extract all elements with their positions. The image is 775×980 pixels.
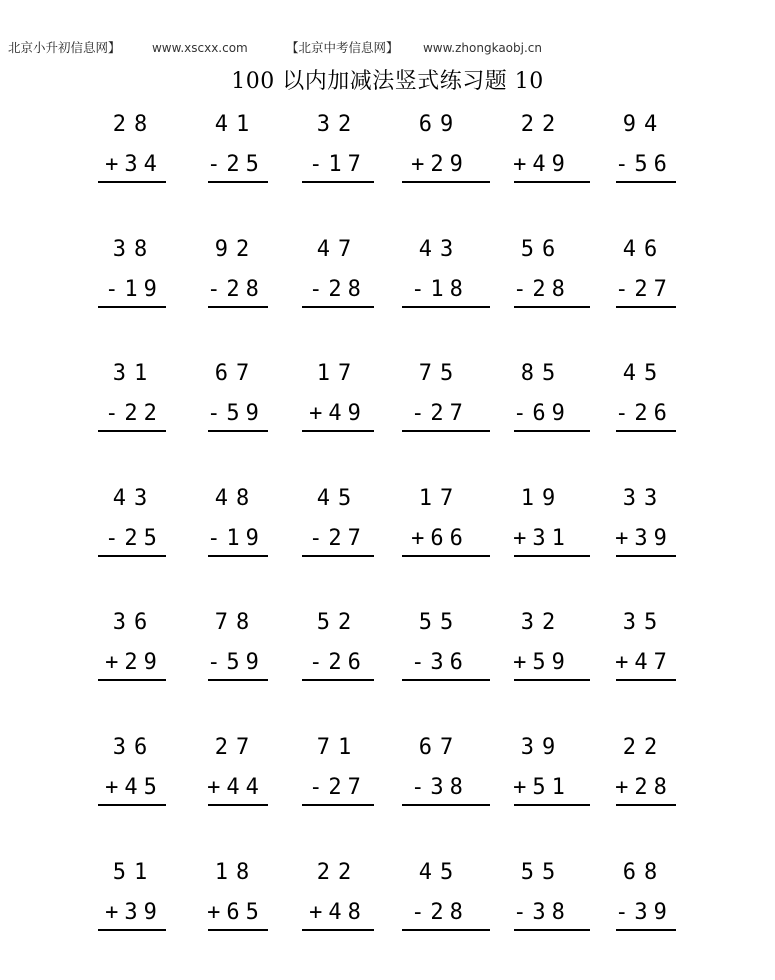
vertical-problem xyxy=(92,482,176,562)
operator-and-number: -26 xyxy=(615,401,673,427)
vertical-problem xyxy=(500,357,584,437)
answer-underline xyxy=(514,929,590,931)
operator-and-number: -69 xyxy=(513,401,571,427)
top-number: 92 xyxy=(214,236,258,262)
operator-and-number: +39 xyxy=(105,899,163,925)
top-number: 45 xyxy=(316,485,360,511)
top-number: 32 xyxy=(520,610,564,636)
answer-underline xyxy=(402,430,490,432)
operator-and-number: -25 xyxy=(105,525,163,551)
top-number: 39 xyxy=(520,734,564,760)
operator-and-number: -38 xyxy=(513,899,571,925)
operator-and-number: +66 xyxy=(411,525,469,551)
vertical-problem xyxy=(92,731,176,811)
top-number: 45 xyxy=(418,859,462,885)
operator-and-number: -27 xyxy=(309,774,367,800)
operator-and-number: +48 xyxy=(309,899,367,925)
vertical-problem xyxy=(500,731,584,811)
operator-and-number: -38 xyxy=(411,774,469,800)
answer-underline xyxy=(616,679,676,681)
answer-underline xyxy=(616,181,676,183)
answer-underline xyxy=(616,430,676,432)
operator-and-number: -28 xyxy=(207,276,265,302)
top-number: 78 xyxy=(214,610,258,636)
operator-and-number: -22 xyxy=(105,401,163,427)
top-number: 69 xyxy=(418,112,462,137)
top-number: 85 xyxy=(520,361,564,387)
operator-and-number: +65 xyxy=(207,899,265,925)
answer-underline xyxy=(616,929,676,931)
top-number: 56 xyxy=(520,236,564,262)
operator-and-number: -27 xyxy=(411,401,469,427)
answer-underline xyxy=(402,555,490,557)
answer-underline xyxy=(514,181,590,183)
header-url-1[interactable]: www.xscxx.com xyxy=(151,41,248,55)
exercise-row xyxy=(92,233,692,358)
vertical-problem xyxy=(194,357,278,437)
header-site-1: 北京小升初信息网】 xyxy=(8,40,121,55)
operator-and-number: +31 xyxy=(513,525,571,551)
operator-and-number: -28 xyxy=(513,276,571,302)
vertical-problem xyxy=(194,233,278,313)
top-number: 51 xyxy=(112,859,156,885)
top-number: 68 xyxy=(622,859,666,885)
answer-underline xyxy=(98,555,166,557)
answer-underline xyxy=(302,430,374,432)
answer-underline xyxy=(302,679,374,681)
page-header xyxy=(8,38,542,56)
operator-and-number: -59 xyxy=(207,401,265,427)
top-number: 35 xyxy=(622,610,666,636)
operator-and-number: +34 xyxy=(105,152,163,177)
answer-underline xyxy=(616,306,676,308)
vertical-problem xyxy=(296,233,380,313)
vertical-problem xyxy=(194,731,278,811)
answer-underline xyxy=(402,306,490,308)
top-number: 22 xyxy=(520,112,564,137)
operator-and-number: -19 xyxy=(207,525,265,551)
answer-underline xyxy=(98,804,166,806)
top-number: 43 xyxy=(418,236,462,262)
answer-underline xyxy=(302,929,374,931)
top-number: 67 xyxy=(418,734,462,760)
top-number: 27 xyxy=(214,734,258,760)
answer-underline xyxy=(402,679,490,681)
operator-and-number: -27 xyxy=(615,276,673,302)
vertical-problem xyxy=(92,606,176,686)
answer-underline xyxy=(302,181,374,183)
vertical-problem xyxy=(602,482,686,562)
top-number: 47 xyxy=(316,236,360,262)
operator-and-number: +44 xyxy=(207,774,265,800)
top-number: 94 xyxy=(622,112,666,137)
answer-underline xyxy=(98,181,166,183)
operator-and-number: +47 xyxy=(615,650,673,676)
answer-underline xyxy=(514,679,590,681)
answer-underline xyxy=(98,430,166,432)
answer-underline xyxy=(208,804,268,806)
answer-underline xyxy=(514,430,590,432)
operator-and-number: -28 xyxy=(309,276,367,302)
vertical-problem xyxy=(500,233,584,313)
exercise-row xyxy=(92,731,692,856)
vertical-problem xyxy=(296,108,380,188)
answer-underline xyxy=(514,555,590,557)
exercise-row xyxy=(92,856,692,980)
exercise-grid xyxy=(92,108,692,980)
top-number: 41 xyxy=(214,112,258,137)
top-number: 43 xyxy=(112,485,156,511)
exercise-row xyxy=(92,357,692,482)
top-number: 46 xyxy=(622,236,666,262)
vertical-problem xyxy=(194,108,278,188)
top-number: 22 xyxy=(316,859,360,885)
operator-and-number: +39 xyxy=(615,525,673,551)
operator-and-number: -25 xyxy=(207,152,265,177)
header-url-2[interactable]: www.zhongkaobj.cn xyxy=(422,41,542,55)
top-number: 19 xyxy=(520,485,564,511)
operator-and-number: -17 xyxy=(309,152,367,177)
vertical-problem xyxy=(398,357,482,437)
answer-underline xyxy=(98,929,166,931)
vertical-problem xyxy=(296,731,380,811)
vertical-problem xyxy=(296,357,380,437)
vertical-problem xyxy=(92,233,176,313)
top-number: 33 xyxy=(622,485,666,511)
page-title: 100 以内加减法竖式练习题 10 xyxy=(231,69,544,94)
operator-and-number: +29 xyxy=(105,650,163,676)
exercise-row xyxy=(92,482,692,607)
vertical-problem xyxy=(500,606,584,686)
exercise-row xyxy=(92,108,692,233)
answer-underline xyxy=(208,929,268,931)
vertical-problem xyxy=(296,856,380,936)
top-number: 52 xyxy=(316,610,360,636)
top-number: 32 xyxy=(316,112,360,137)
top-number: 28 xyxy=(112,112,156,137)
vertical-problem xyxy=(398,856,482,936)
vertical-problem xyxy=(398,731,482,811)
vertical-problem xyxy=(398,108,482,188)
top-number: 71 xyxy=(316,734,360,760)
operator-and-number: -56 xyxy=(615,152,673,177)
answer-underline xyxy=(208,679,268,681)
answer-underline xyxy=(616,804,676,806)
vertical-problem xyxy=(602,357,686,437)
answer-underline xyxy=(98,306,166,308)
operator-and-number: -28 xyxy=(411,899,469,925)
operator-and-number: -26 xyxy=(309,650,367,676)
top-number: 38 xyxy=(112,236,156,262)
vertical-problem xyxy=(602,731,686,811)
answer-underline xyxy=(98,679,166,681)
top-number: 48 xyxy=(214,485,258,511)
answer-underline xyxy=(402,929,490,931)
vertical-problem xyxy=(602,233,686,313)
operator-and-number: -27 xyxy=(309,525,367,551)
answer-underline xyxy=(402,181,490,183)
vertical-problem xyxy=(92,856,176,936)
operator-and-number: +28 xyxy=(615,774,673,800)
answer-underline xyxy=(514,804,590,806)
vertical-problem xyxy=(602,108,686,188)
top-number: 36 xyxy=(112,610,156,636)
answer-underline xyxy=(208,430,268,432)
vertical-problem xyxy=(500,482,584,562)
operator-and-number: -59 xyxy=(207,650,265,676)
operator-and-number: +51 xyxy=(513,774,571,800)
vertical-problem xyxy=(398,233,482,313)
answer-underline xyxy=(402,804,490,806)
top-number: 17 xyxy=(418,485,462,511)
answer-underline xyxy=(302,306,374,308)
vertical-problem xyxy=(500,856,584,936)
top-number: 22 xyxy=(622,734,666,760)
vertical-problem xyxy=(194,856,278,936)
exercise-row xyxy=(92,606,692,731)
answer-underline xyxy=(302,804,374,806)
vertical-problem xyxy=(194,606,278,686)
top-number: 17 xyxy=(316,361,360,387)
vertical-problem xyxy=(398,606,482,686)
operator-and-number: -36 xyxy=(411,650,469,676)
operator-and-number: -39 xyxy=(615,899,673,925)
operator-and-number: -19 xyxy=(105,276,163,302)
top-number: 18 xyxy=(214,859,258,885)
answer-underline xyxy=(208,555,268,557)
header-site-2: 【北京中考信息网】 xyxy=(285,40,399,55)
top-number: 31 xyxy=(112,361,156,387)
vertical-problem xyxy=(296,482,380,562)
answer-underline xyxy=(208,181,268,183)
operator-and-number: +45 xyxy=(105,774,163,800)
answer-underline xyxy=(208,306,268,308)
operator-and-number: -18 xyxy=(411,276,469,302)
operator-and-number: +29 xyxy=(411,152,469,177)
operator-and-number: +49 xyxy=(309,401,367,427)
answer-underline xyxy=(616,555,676,557)
vertical-problem xyxy=(296,606,380,686)
top-number: 75 xyxy=(418,361,462,387)
operator-and-number: +59 xyxy=(513,650,571,676)
vertical-problem xyxy=(500,108,584,188)
vertical-problem xyxy=(92,108,176,188)
vertical-problem xyxy=(92,357,176,437)
operator-and-number: +49 xyxy=(513,152,571,177)
top-number: 45 xyxy=(622,361,666,387)
vertical-problem xyxy=(602,606,686,686)
top-number: 67 xyxy=(214,361,258,387)
vertical-problem xyxy=(398,482,482,562)
top-number: 55 xyxy=(520,859,564,885)
answer-underline xyxy=(302,555,374,557)
top-number: 55 xyxy=(418,610,462,636)
vertical-problem xyxy=(194,482,278,562)
top-number: 36 xyxy=(112,734,156,760)
vertical-problem xyxy=(602,856,686,936)
answer-underline xyxy=(514,306,590,308)
